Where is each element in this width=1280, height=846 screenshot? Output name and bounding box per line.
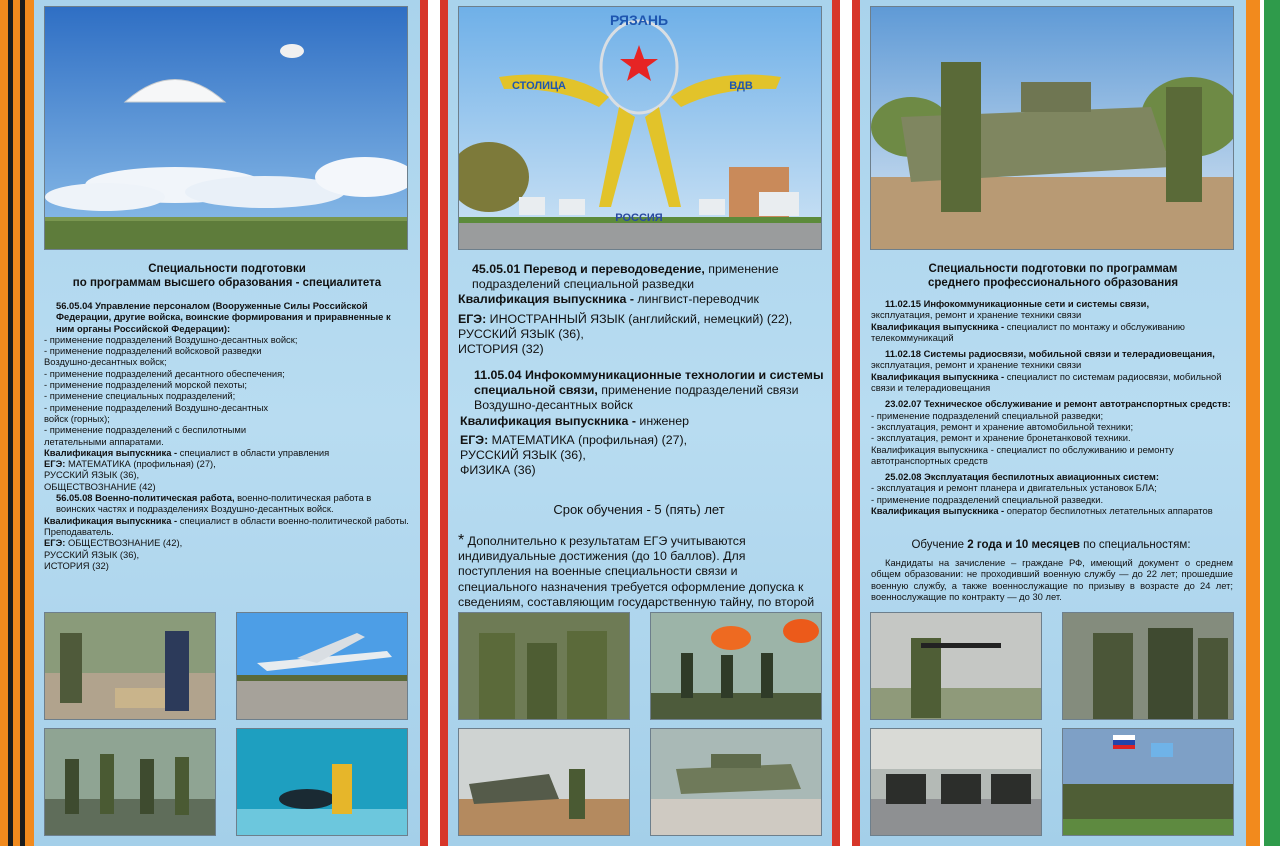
ribbon-left-orange-1 [0,0,8,846]
candidates-requirements: Кандидаты на зачисление – граждане РФ, имеющий документ о среднем общем образовании: не проходивший военную службу — до 22 лет; прошедшие военную службу, а также военнослужащие по призыву в возрасте до 24 лет; военнослужащие по контракту — до 30 лет. [871,557,1233,602]
duration-2y10m: Обучение 2 года и 10 месяцев по специальностям: [911,539,1191,551]
monument-text-ryazan: РЯЗАНЬ [609,12,669,28]
photo-explosions-march [650,612,822,720]
panel-secondary-education [860,0,1246,846]
ribbon-right-green [1264,0,1280,846]
photo-tank-field [650,728,822,836]
ribbon-left-orange-3 [25,0,34,846]
ribbon-right-orange [1246,0,1260,846]
photo-bmd-vehicle [458,728,630,836]
photo-soldiers-bmd [870,6,1234,250]
monument-text-vdv: ВДВ [729,80,753,92]
photo-flags-parade [1062,728,1234,836]
spec-23-02-07-title: 23.02.07 Техническое обслуживание и ремонт автотранспортных средств: [885,398,1231,410]
panel-higher-education [34,0,420,846]
panel-specialist-programs [448,0,832,846]
photo-hand-combat [44,728,216,836]
photo-atv-parade [870,728,1042,836]
spec-11-02-18-title: 11.02.18 Системы радиосвязи, мобильной связи и телерадиовещания, [885,348,1215,360]
photo-aircraft [236,612,408,720]
spec-11-05-04-title: 11.05.04 Инфокоммуникационные технологии и системы специальной связи, [474,368,824,398]
monument-text-rossiya: РОССИЯ [615,212,663,224]
monument-text-stolitsa: СТОЛИЦА [511,80,567,92]
panel3-spec-list: 11.02.15 Инфокоммуникационные сети и системы связи, эксплуатация, ремонт и хранение техники связи Квалификация выпускника - специалист по монтажу и обслуживанию телекоммуникаций 11.02.18 Системы радиосвязи, мобильной связи и телерадиовещания, эксплуатация, ремонт и хранение техники связи Квалификация выпускника - специалист по системам радиосвязи, мобильной связи и телерадиовещания 23.02.07 Техническое обслуживание и ремонт автотранспортных средств: - применение подразделений специальной разведки; - эксплуатация, ремонт и хранение автомобильной техники; - эксплуатация, ремонт и хранение бронетанковой техники. Квалификация выпускника - специалист по обслуживанию и ремонту автотранспортных средств 25.02.08 Эксплуатация беспилотных авиационных систем: - эксплуатация и ремонт планера и двигательных установок БЛА; - применение подразделений специальной разведки. Квалификация выпускника - оператор беспилотных летательных аппаратов [871,298,1231,517]
separator-red-2a [832,0,840,846]
spec-11-02-15-title: 11.02.15 Инфокоммуникационные сети и системы связи, [885,298,1150,309]
panel1-spec-list: 56.05.04 Управление персоналом (Вооруженные Силы Российской Федерации, другие войска, воинские формирования и приравненные к ним органы Российской Федерации): - применение подразделений Воздушно-десантных войск; - применение подразделений войсковой разведки Воздушно-десантных войск; - применение подразделений десантного обеспечения; - применение подразделений морской пехоты; - применение специальных подразделений; - применение подразделений Воздушно-десантных войск (горных); - применение подразделений с беспилотными летательными аппаратами. Квалификация выпускника - специалист в области управления ЕГЭ: МАТЕМАТИКА (профильная) (27), РУССКИЙ ЯЗЫК (36), ОБЩЕСТВОЗНАНИЕ (42) 56.05.08 Военно-политическая работа, военно-политическая работа в воинских частях и подразделениях Воздушно-десантных войск. Квалификация выпускника - специалист в области военно-политической работы. Преподаватель. ЕГЭ: ОБЩЕСТВОЗНАНИЕ (42), РУССКИЙ ЯЗЫК (36), ИСТОРИЯ (32) [44,300,409,571]
panel2-note: * Дополнительно к результатам ЕГЭ учитываются индивидуальные достижения (до 10 баллов). Для поступления на военные специальности связи и специального назначения требуется оформление допуска к сведениям, составляющим государственную тайну, по второй [458,532,815,609]
duration-5-years: Срок обучения - 5 (пять) лет [553,502,725,517]
spec-56-05-08-title: 56.05.08 Военно-политическая работа, [56,492,235,504]
photo-ryazan-monument [458,6,822,250]
photo-diving [236,728,408,836]
panel2-spec2: 11.05.04 Инфокоммуникационные технологии и системы специальной связи, применение подразделений связи Воздушно-десантных войск Квалификация выпускника - инженер ЕГЭ: МАТЕМАТИКА (профильная) (27), РУССКИЙ ЯЗЫК (36), ФИЗИКА (36) [460,368,824,478]
photo-parachutes [44,6,408,250]
spec-45-05-01-title: 45.05.01 Перевод и переводоведение, [472,262,705,276]
photo-special-forces [1062,612,1234,720]
panel2-spec1: 45.05.01 Перевод и переводоведение, применение подразделений специальной разведки Квалификация выпускника - лингвист-переводчик ЕГЭ: ИНОСТРАННЫЙ ЯЗЫК (английский, немецкий) (22), РУССКИЙ ЯЗЫК (36), ИСТОРИЯ (32) [458,262,793,357]
separator-red-1b [440,0,448,846]
photo-soldier-rifle [870,612,1042,720]
panel1-title: Специальности подготовки по программам высшего образования - специалитета [72,263,382,289]
panel3-title: Специальности подготовки по программам среднего профессионального образования [927,263,1179,289]
separator-red-1a [420,0,428,846]
separator-red-2b [852,0,860,846]
spec-56-05-04-title: 56.05.04 Управление персоналом (Вооруженные Силы Российской Федерации, другие войска, воинские формирования и приравненные к ним органы Российской Федерации): [56,300,391,334]
spec-25-02-08-title: 25.02.08 Эксплуатация беспилотных авиационных систем: [885,471,1159,483]
ribbon-left-orange-2 [13,0,20,846]
photo-award-ceremony [44,612,216,720]
photo-soldiers-squad [458,612,630,720]
